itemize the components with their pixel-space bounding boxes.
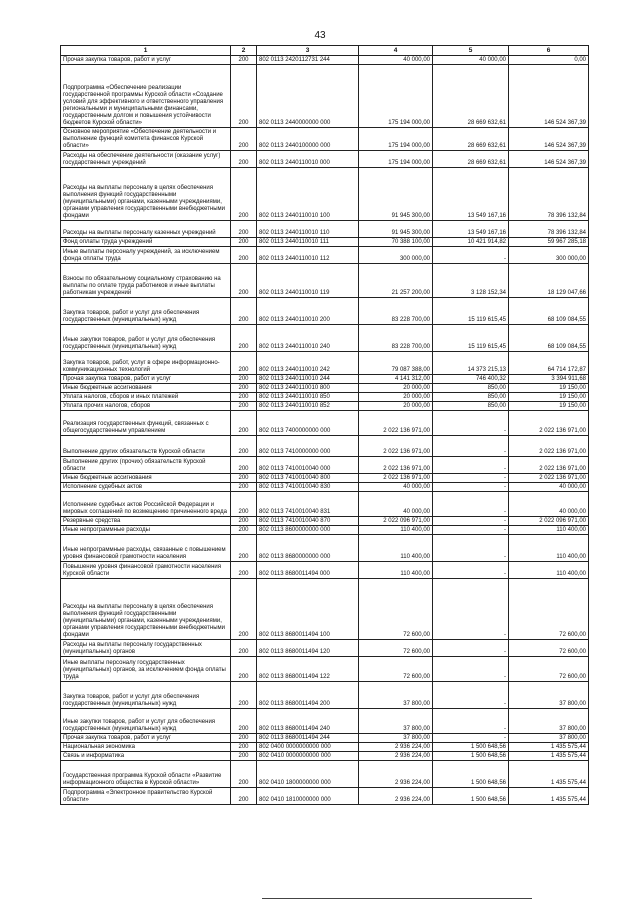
cell-c3: 802 0113 2440110010 100 [257,168,359,221]
cell-c2: 200 [231,151,257,168]
cell-c5: - [433,657,509,682]
cell-c3: 802 0113 2440110010 000 [257,151,359,168]
cell-c4: 2 936 224,00 [359,752,433,761]
cell-c3: 802 0113 2440110010 244 [257,375,359,384]
cell-c6: 19 150,00 [509,402,589,411]
cell-c4: 300 000,00 [359,247,433,264]
cell-c6: 19 150,00 [509,393,589,402]
cell-name: Закупка товаров, работ, услуг в сфере информационно-коммуникационных технологий [61,352,231,375]
cell-c3: 802 0113 8680011494 122 [257,657,359,682]
table-header-row [61,46,589,56]
table-row [61,325,589,352]
cell-c2: 200 [231,411,257,436]
cell-name: Подпрограмма «Электронное правительство Курской области» [61,788,231,805]
cell-c5: 1 500 648,56 [433,752,509,761]
cell-c5: - [433,640,509,657]
cell-c3: 802 0113 8680011494 244 [257,734,359,743]
cell-c3: 802 0113 7410010040 000 [257,457,359,474]
cell-c6: 37 800,00 [509,682,589,709]
header-cell: 3 [257,46,359,56]
cell-c3: 802 0113 8600000000 000 [257,526,359,535]
table-row [61,238,589,247]
cell-name: Прочая закупка товаров, работ и услуг [61,734,231,743]
header-cell: 2 [231,46,257,56]
cell-name: Иные выплаты персоналу учреждений, за исключением фонда оплаты труда [61,247,231,264]
cell-name: Повышение уровня финансовой грамотности населения Курской области [61,562,231,579]
cell-c2: 200 [231,579,257,640]
cell-c5: 850,00 [433,402,509,411]
cell-c3: 802 0410 0000000000 000 [257,752,359,761]
cell-c2: 200 [231,247,257,264]
cell-c3: 802 0113 2440110010 111 [257,238,359,247]
cell-c6: 1 435 575,44 [509,761,589,788]
table-row [61,56,589,65]
cell-name: Взносы по обязательному социальному страхованию на выплаты по оплате труда работников и иные выплаты работникам учреждений [61,264,231,298]
cell-c2: 200 [231,56,257,65]
header-cell: 6 [509,46,589,56]
cell-c5: - [433,457,509,474]
cell-c6: 110 400,00 [509,562,589,579]
cell-c6: 78 396 132,84 [509,221,589,238]
cell-name: Выполнение других (прочих) обязательств Курской области [61,457,231,474]
cell-c2: 200 [231,457,257,474]
cell-c4: 40 000,00 [359,492,433,517]
cell-c6: 1 435 575,44 [509,743,589,752]
cell-c4: 40 000,00 [359,56,433,65]
cell-c5: - [433,483,509,492]
cell-c3: 802 0113 8680011494 100 [257,579,359,640]
table-row [61,247,589,264]
cell-name: Иные выплаты персоналу государственных (муниципальных) органов, за исключением фонда оплаты труда [61,657,231,682]
cell-c4: 2 936 224,00 [359,743,433,752]
cell-c4: 110 400,00 [359,526,433,535]
cell-c3: 802 0113 2440110010 852 [257,402,359,411]
cell-c4: 110 400,00 [359,535,433,562]
cell-c2: 200 [231,743,257,752]
cell-c6: 68 109 084,55 [509,325,589,352]
cell-c2: 200 [231,238,257,247]
cell-c2: 200 [231,325,257,352]
table-body [61,56,589,805]
cell-c5: - [433,535,509,562]
cell-c5: 13 549 167,16 [433,221,509,238]
cell-c5: - [433,734,509,743]
cell-c3: 802 0113 8680011494 000 [257,562,359,579]
cell-c4: 79 087 388,00 [359,352,433,375]
cell-name: Фонд оплаты труда учреждений [61,238,231,247]
cell-c6: 40 000,00 [509,483,589,492]
cell-name: Резервные средства [61,517,231,526]
cell-c6: 146 524 367,39 [509,65,589,128]
cell-c5: - [433,517,509,526]
cell-c5: - [433,492,509,517]
footer-rule [262,898,532,900]
cell-c2: 200 [231,474,257,483]
cell-c2: 200 [231,682,257,709]
cell-c3: 802 0410 1810000000 000 [257,788,359,805]
cell-name: Расходы на выплаты персоналу государственных (муниципальных) органов [61,640,231,657]
cell-c6: 0,00 [509,56,589,65]
cell-c4: 91 945 300,00 [359,221,433,238]
table-row [61,352,589,375]
table-row [61,752,589,761]
cell-c3: 802 0113 2440110010 110 [257,221,359,238]
cell-c3: 802 0113 2440110010 119 [257,264,359,298]
table-row [61,734,589,743]
table-row [61,375,589,384]
cell-name: Подпрограмма «Обеспечение реализации государственной программы Курской области «Создание условий для эффективного и ответственного управления региональными и муниципальными финансами, государственным долгом и повышения устойчивости бюджетов Курской области» [61,65,231,128]
cell-c5: - [433,682,509,709]
cell-c4: 83 228 700,00 [359,298,433,325]
table-row [61,761,589,788]
cell-name: Прочая закупка товаров, работ и услуг [61,375,231,384]
cell-c4: 4 141 312,00 [359,375,433,384]
cell-c4: 72 600,00 [359,657,433,682]
cell-c2: 200 [231,640,257,657]
cell-c2: 200 [231,709,257,734]
cell-c2: 200 [231,298,257,325]
table-row [61,492,589,517]
cell-c6: 2 022 136 971,00 [509,457,589,474]
table-row [61,457,589,474]
cell-c4: 91 945 300,00 [359,168,433,221]
cell-c4: 175 194 000,00 [359,65,433,128]
table-row [61,682,589,709]
cell-c4: 21 257 200,00 [359,264,433,298]
cell-c5: 28 669 632,61 [433,151,509,168]
cell-c5: 1 500 648,56 [433,743,509,752]
cell-name: Иные закупки товаров, работ и услуг для обеспечения государственных (муниципальных) нужд [61,325,231,352]
cell-c5: 10 421 914,82 [433,238,509,247]
cell-c3: 802 0113 8680000000 000 [257,535,359,562]
cell-c5: 13 549 167,16 [433,168,509,221]
cell-name: Основное мероприятие «Обеспечение деятельности и выполнение функций комитета финансов Курской области» [61,128,231,151]
cell-c5: 28 669 632,61 [433,128,509,151]
cell-c2: 200 [231,352,257,375]
cell-name: Расходы на обеспечение деятельности (оказание услуг) государственных учреждений [61,151,231,168]
cell-name: Закупка товаров, работ и услуг для обеспечения государственных (муниципальных) нужд [61,682,231,709]
cell-c2: 200 [231,562,257,579]
cell-c5: - [433,247,509,264]
table-row [61,535,589,562]
cell-c4: 2 022 136 971,00 [359,411,433,436]
cell-c5: - [433,411,509,436]
cell-c2: 200 [231,264,257,298]
table-row [61,411,589,436]
cell-c3: 802 0113 2440100000 000 [257,128,359,151]
table-row [61,640,589,657]
cell-c6: 78 396 132,84 [509,168,589,221]
cell-c3: 802 0113 2440000000 000 [257,65,359,128]
cell-c4: 2 936 224,00 [359,761,433,788]
cell-c4: 40 000,00 [359,483,433,492]
cell-name: Исполнение судебных актов Российской Федерации и мировых соглашений по возмещению причиненного вреда [61,492,231,517]
cell-name: Иные бюджетные ассигнования [61,474,231,483]
table-row [61,579,589,640]
cell-c2: 200 [231,128,257,151]
cell-name: Иные бюджетные ассигнования [61,384,231,393]
header-cell: 4 [359,46,433,56]
cell-c6: 72 600,00 [509,579,589,640]
cell-c3: 802 0113 7410010040 800 [257,474,359,483]
cell-name: Уплата прочих налогов, сборов [61,402,231,411]
cell-c3: 802 0113 2420112731 244 [257,56,359,65]
table-row [61,151,589,168]
cell-c6: 3 394 911,68 [509,375,589,384]
cell-c2: 200 [231,393,257,402]
cell-c6: 2 022 136 971,00 [509,474,589,483]
cell-c3: 802 0113 2440110010 242 [257,352,359,375]
cell-name: Расходы на выплаты персоналу казенных учреждений [61,221,231,238]
cell-c6: 110 400,00 [509,535,589,562]
cell-c6: 1 435 575,44 [509,788,589,805]
cell-c5: - [433,709,509,734]
cell-c4: 37 800,00 [359,734,433,743]
cell-c3: 802 0113 8680011494 240 [257,709,359,734]
cell-c5: 40 000,00 [433,56,509,65]
cell-c3: 802 0113 7410000000 000 [257,436,359,457]
cell-name: Иные непрограммные расходы, связанные с повышением уровня финансовой грамотности населения [61,535,231,562]
cell-c2: 200 [231,402,257,411]
cell-c5: 850,00 [433,384,509,393]
cell-c3: 802 0113 2440110010 850 [257,393,359,402]
cell-c3: 802 0113 2440110010 112 [257,247,359,264]
table-row [61,264,589,298]
cell-c6: 72 600,00 [509,657,589,682]
cell-c5: 15 119 615,45 [433,325,509,352]
cell-name: Расходы на выплаты персоналу в целях обеспечения выполнения функций государственными (муниципальными) органами, казенными учреждениями, органами управления государственными внебюджетными фондами [61,579,231,640]
cell-c2: 200 [231,436,257,457]
cell-name: Выполнение других обязательств Курской области [61,436,231,457]
cell-name: Связь и информатика [61,752,231,761]
cell-c2: 200 [231,752,257,761]
cell-c6: 2 022 136 971,00 [509,411,589,436]
cell-c3: 802 0113 7410010040 831 [257,492,359,517]
table-row [61,743,589,752]
table-row [61,657,589,682]
cell-c3: 802 0113 2440110010 240 [257,325,359,352]
table-row [61,562,589,579]
cell-c5: - [433,562,509,579]
cell-c2: 200 [231,657,257,682]
table-row [61,298,589,325]
cell-c3: 802 0113 7400000000 000 [257,411,359,436]
table-row [61,436,589,457]
cell-c3: 802 0113 8680011494 200 [257,682,359,709]
cell-c5: 14 373 215,13 [433,352,509,375]
header-cell: 5 [433,46,509,56]
cell-c4: 110 400,00 [359,562,433,579]
table-row [61,788,589,805]
page-number: 43 [314,30,326,41]
table-row [61,709,589,734]
cell-c6: 146 524 367,39 [509,151,589,168]
cell-c6: 1 435 575,44 [509,752,589,761]
cell-c6: 2 022 136 971,00 [509,436,589,457]
table-row [61,474,589,483]
cell-name: Иные закупки товаров, работ и услуг для обеспечения государственных (муниципальных) нужд [61,709,231,734]
cell-c5: - [433,436,509,457]
cell-c2: 200 [231,788,257,805]
cell-name: Национальная экономика [61,743,231,752]
cell-name: Расходы на выплаты персоналу в целях обеспечения выполнения функций государственными (муниципальными) органами, казенными учреждениями, органами управления государственными внебюджетными фондами [61,168,231,221]
cell-c4: 2 022 136 971,00 [359,436,433,457]
cell-c6: 300 000,00 [509,247,589,264]
cell-c6: 72 600,00 [509,640,589,657]
cell-name: Исполнение судебных актов [61,483,231,492]
budget-table [60,45,589,805]
cell-c4: 2 022 096 971,00 [359,517,433,526]
cell-c6: 59 967 285,18 [509,238,589,247]
cell-c5: - [433,474,509,483]
cell-c4: 175 194 000,00 [359,151,433,168]
cell-c2: 200 [231,492,257,517]
cell-c3: 802 0113 8680011494 120 [257,640,359,657]
table-row [61,221,589,238]
cell-name: Прочая закупка товаров, работ и услуг [61,56,231,65]
cell-c4: 37 800,00 [359,682,433,709]
cell-c3: 802 0113 2440110010 200 [257,298,359,325]
cell-c2: 200 [231,535,257,562]
cell-c6: 18 129 047,66 [509,264,589,298]
cell-c5: 28 669 632,61 [433,65,509,128]
cell-name: Иные непрограммные расходы [61,526,231,535]
cell-c4: 37 800,00 [359,709,433,734]
cell-name: Государственная программа Курской области «Развитие информационного общества в Курской области» [61,761,231,788]
cell-c4: 72 600,00 [359,579,433,640]
cell-name: Уплата налогов, сборов и иных платежей [61,393,231,402]
cell-c5: - [433,579,509,640]
cell-c5: 15 119 615,45 [433,298,509,325]
cell-c6: 68 109 084,55 [509,298,589,325]
table-row [61,517,589,526]
cell-c4: 20 000,00 [359,384,433,393]
table-row [61,402,589,411]
cell-c2: 200 [231,384,257,393]
cell-c6: 2 022 096 971,00 [509,517,589,526]
cell-c3: 802 0400 0000000000 000 [257,743,359,752]
cell-c4: 20 000,00 [359,402,433,411]
cell-c3: 802 0410 1800000000 000 [257,761,359,788]
cell-c5: 850,00 [433,393,509,402]
cell-c2: 200 [231,761,257,788]
cell-c4: 2 022 136 971,00 [359,474,433,483]
cell-c4: 72 600,00 [359,640,433,657]
cell-c2: 200 [231,526,257,535]
cell-c4: 175 194 000,00 [359,128,433,151]
cell-name: Реализация государственных функций, связанных с общегосударственным управлением [61,411,231,436]
cell-c4: 70 388 100,00 [359,238,433,247]
cell-c2: 200 [231,375,257,384]
cell-c6: 37 800,00 [509,734,589,743]
table-row [61,526,589,535]
table-row [61,483,589,492]
cell-c6: 37 800,00 [509,709,589,734]
cell-c2: 200 [231,168,257,221]
cell-c6: 110 400,00 [509,526,589,535]
cell-c2: 200 [231,517,257,526]
cell-c6: 19 150,00 [509,384,589,393]
cell-c2: 200 [231,734,257,743]
cell-c2: 200 [231,65,257,128]
cell-c6: 40 000,00 [509,492,589,517]
cell-c4: 2 936 224,00 [359,788,433,805]
cell-c5: - [433,526,509,535]
table-row [61,65,589,128]
header-cell: 1 [61,46,231,56]
cell-c5: 3 128 152,34 [433,264,509,298]
cell-c5: 1 500 648,56 [433,761,509,788]
cell-c6: 64 714 172,87 [509,352,589,375]
cell-c4: 2 022 136 971,00 [359,457,433,474]
table-row [61,393,589,402]
cell-c3: 802 0113 7410010040 830 [257,483,359,492]
table-row [61,384,589,393]
cell-c3: 802 0113 7410010040 870 [257,517,359,526]
table-row [61,128,589,151]
cell-c6: 146 524 367,39 [509,128,589,151]
cell-name: Закупка товаров, работ и услуг для обеспечения государственных (муниципальных) нужд [61,298,231,325]
cell-c4: 83 228 700,00 [359,325,433,352]
cell-c5: 746 400,32 [433,375,509,384]
cell-c2: 200 [231,221,257,238]
cell-c3: 802 0113 2440110010 800 [257,384,359,393]
cell-c2: 200 [231,483,257,492]
table-row [61,168,589,221]
cell-c5: 1 500 648,56 [433,788,509,805]
cell-c4: 20 000,00 [359,393,433,402]
